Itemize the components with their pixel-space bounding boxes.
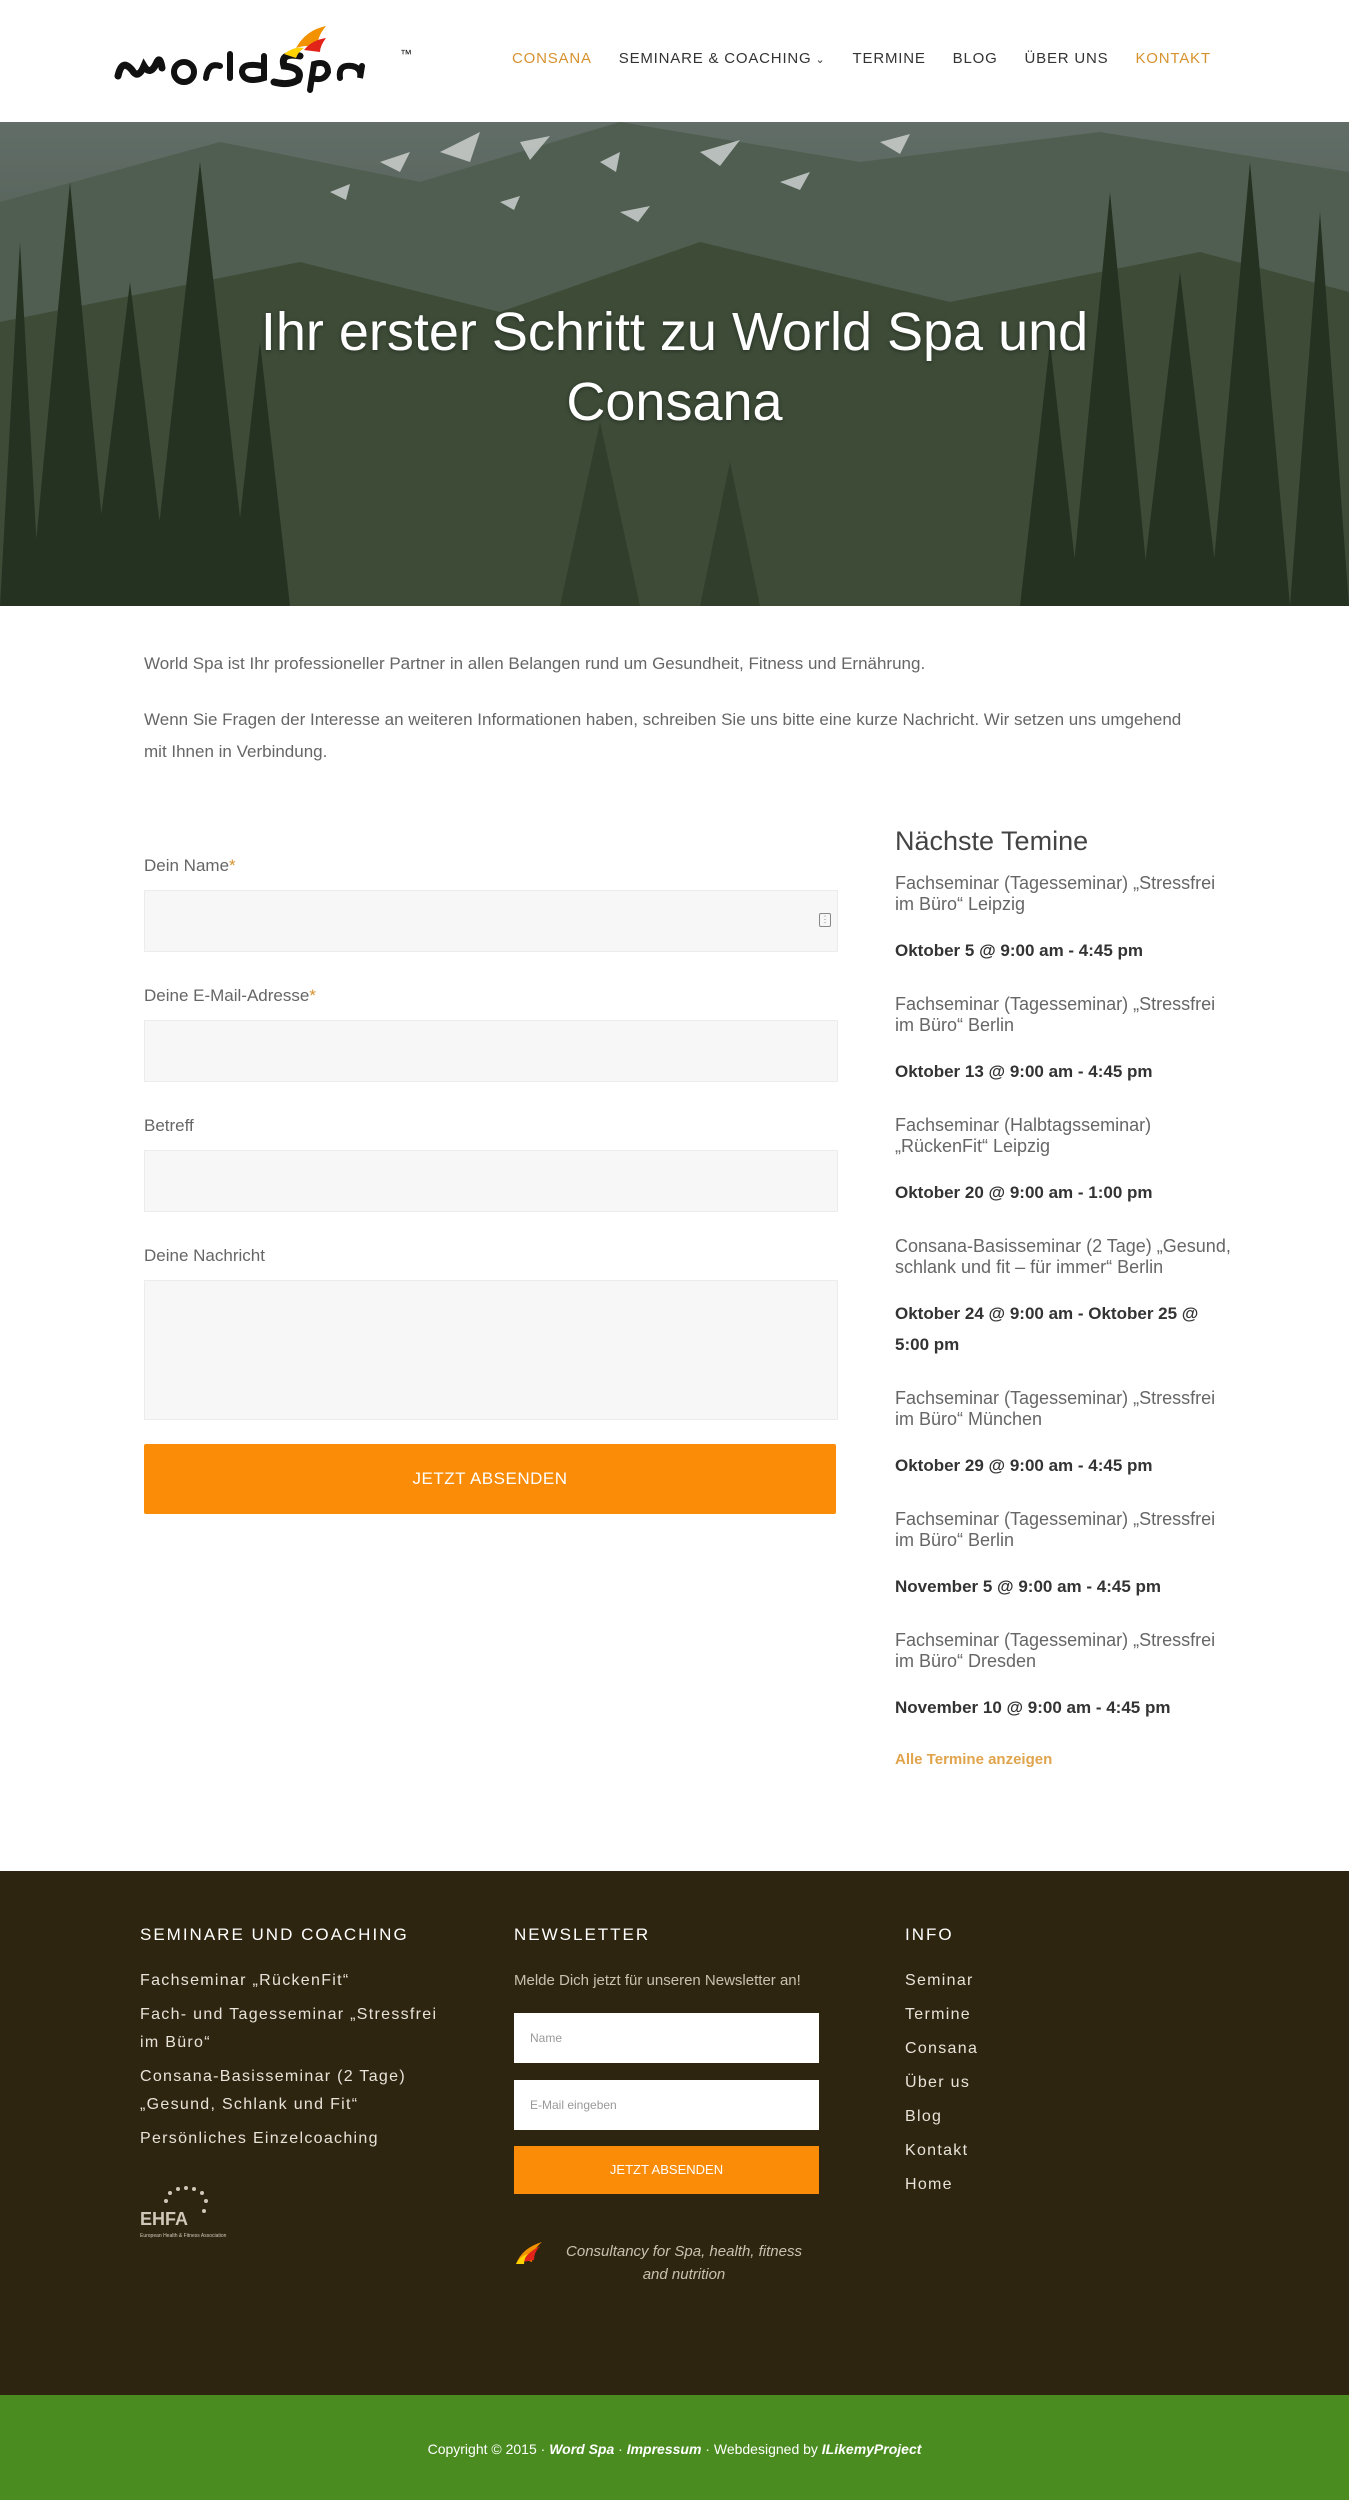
site-header [0,0,1349,122]
event-link[interactable]: Fachseminar (Tagesseminar) „Stressfrei im Büro“ München [895,1388,1216,1429]
worldspa-logo[interactable] [114,14,424,104]
event-date: Oktober 29 @ 9:00 am - 4:45 pm [895,1456,1153,1475]
tagline [514,2240,820,2286]
flame-icon [514,2240,544,2266]
footer-link-kontakt[interactable]: Kontakt [905,2142,969,2159]
subject-label: Betreff [144,1116,194,1135]
footer-col-title: NEWSLETTER [514,1925,651,1944]
chevron-down-icon: ⌄ [815,54,826,66]
required-mark: * [309,986,316,1005]
name-label-text: Dein Name [144,856,230,875]
newsletter-submit-button[interactable]: JETZT ABSENDEN [514,2146,819,2194]
hero-banner [0,122,1349,606]
email-field[interactable] [144,1020,838,1082]
ehfa-text: EHFA [140,2209,189,2229]
subject-field[interactable] [144,1150,838,1212]
footer-col-title: SEMINARE UND COACHING [140,1925,409,1944]
main-nav [512,50,1238,67]
nav-ueber-uns[interactable]: ÜBER UNS [1024,50,1109,67]
intro-text [144,648,1204,792]
email-label [144,986,840,1012]
impressum-link[interactable]: Impressum [626,2441,702,2457]
footer-col-title: INFO [905,1925,954,1944]
event-link[interactable]: Fachseminar (Halbtagsseminar) „RückenFit“ Leipzig [895,1115,1152,1156]
name-field[interactable] [144,890,838,952]
footer-link-consana[interactable]: Consana [905,2040,979,2057]
copyright-text [0,2441,1349,2457]
intro-paragraph-1: World Spa ist Ihr professioneller Partner in allen Belangen rund um Gesundheit, Fitness und Ernährung. [144,654,926,673]
copyright-bar [0,2395,1349,2500]
footer-link-blog[interactable]: Blog [905,2108,943,2125]
all-events-link[interactable]: Alle Termine anzeigen [895,1751,1053,1768]
autofill-icon[interactable]: ⋮ [819,913,831,927]
event-date: November 5 @ 9:00 am - 4:45 pm [895,1577,1162,1596]
nav-kontakt[interactable]: KONTAKT [1135,50,1211,67]
events-title: Nächste Temine [895,826,1089,856]
intro-paragraph-2: Wenn Sie Fragen der Interesse an weiteren Informationen haben, schreiben Sie uns bitte eine kurze Nachricht. Wir setzen uns umgehend mit Ihnen in Verbindung. [144,710,1182,761]
message-textarea[interactable] [144,1280,838,1420]
event-item [895,994,1235,1087]
footer-col-seminare [140,1925,440,2246]
footer-link-ueber-us[interactable]: Über us [905,2074,971,2091]
ehfa-subtext: European Health & Fitness Association [140,2233,227,2239]
newsletter-name-input[interactable]: Name [514,2013,819,2063]
event-date: November 10 @ 9:00 am - 4:45 pm [895,1698,1171,1717]
copyright-middle: · Webdesigned by [701,2441,822,2457]
upcoming-events [895,826,1235,1768]
copyright-prefix: Copyright © 2015 · [427,2441,550,2457]
svg-text:™: ™ [400,47,412,61]
event-link[interactable]: Consana-Basisseminar (2 Tage) „Gesund, schlank und fit – für immer“ Berlin [895,1236,1231,1277]
footer-col-newsletter [514,1925,820,2286]
nav-consana[interactable]: CONSANA [512,50,592,67]
nav-seminare-coaching-label: SEMINARE & COACHING [618,50,812,67]
footer-links [905,1967,1205,2199]
tagline-text: Consultancy for Spa, health, fitness and nutrition [566,2243,802,2283]
footer-link[interactable]: Fachseminar „RückenFit“ [140,1972,350,1989]
footer-link-termine[interactable]: Termine [905,2006,972,2023]
designer-link[interactable]: ILikemyProject [821,2441,922,2457]
event-item [895,873,1235,966]
event-link[interactable]: Fachseminar (Tagesseminar) „Stressfrei im Büro“ Berlin [895,994,1216,1035]
event-link[interactable]: Fachseminar (Tagesseminar) „Stressfrei im Büro“ Leipzig [895,873,1216,914]
hero-title: Ihr erster Schritt zu World Spa und Consana [260,302,1089,432]
event-item [895,1115,1235,1208]
ehfa-logo [140,2181,260,2241]
nav-blog[interactable]: BLOG [952,50,998,67]
event-item [895,1630,1235,1723]
contact-form [144,856,840,1514]
site-footer [0,1871,1349,2395]
footer-col-info [905,1925,1205,2205]
event-date: Oktober 13 @ 9:00 am - 4:45 pm [895,1062,1153,1081]
event-date: Oktober 5 @ 9:00 am - 4:45 pm [895,941,1144,960]
nav-seminare-coaching[interactable] [619,50,826,67]
nav-termine[interactable]: TERMINE [852,50,926,67]
footer-link-seminar[interactable]: Seminar [905,1972,974,1989]
event-link[interactable]: Fachseminar (Tagesseminar) „Stressfrei im Büro“ Dresden [895,1630,1216,1671]
name-label [144,856,840,882]
newsletter-email-input[interactable]: E-Mail eingeben [514,2080,819,2130]
footer-link[interactable]: Consana-Basisseminar (2 Tage) „Gesund, Schlank und Fit“ [140,2068,406,2113]
footer-link-home[interactable]: Home [905,2176,953,2193]
message-label: Deine Nachricht [144,1246,265,1265]
event-date: Oktober 24 @ 9:00 am - Oktober 25 @ 5:00 pm [895,1304,1199,1354]
newsletter-text: Melde Dich jetzt für unseren Newsletter an! [514,1972,801,1989]
separator: · [614,2441,627,2457]
footer-link[interactable]: Persönliches Einzelcoaching [140,2130,379,2147]
event-item [895,1509,1235,1602]
submit-button[interactable]: JETZT ABSENDEN [144,1444,836,1514]
footer-links [140,1967,440,2153]
event-link[interactable]: Fachseminar (Tagesseminar) „Stressfrei im Büro“ Berlin [895,1509,1216,1550]
brand-link[interactable]: Word Spa [549,2441,615,2457]
event-item [895,1388,1235,1481]
required-mark: * [229,856,236,875]
event-date: Oktober 20 @ 9:00 am - 1:00 pm [895,1183,1153,1202]
email-label-text: Deine E-Mail-Adresse [144,986,310,1005]
event-item [895,1236,1235,1360]
footer-link[interactable]: Fach- und Tagesseminar „Stressfrei im Büro“ [140,2006,438,2051]
